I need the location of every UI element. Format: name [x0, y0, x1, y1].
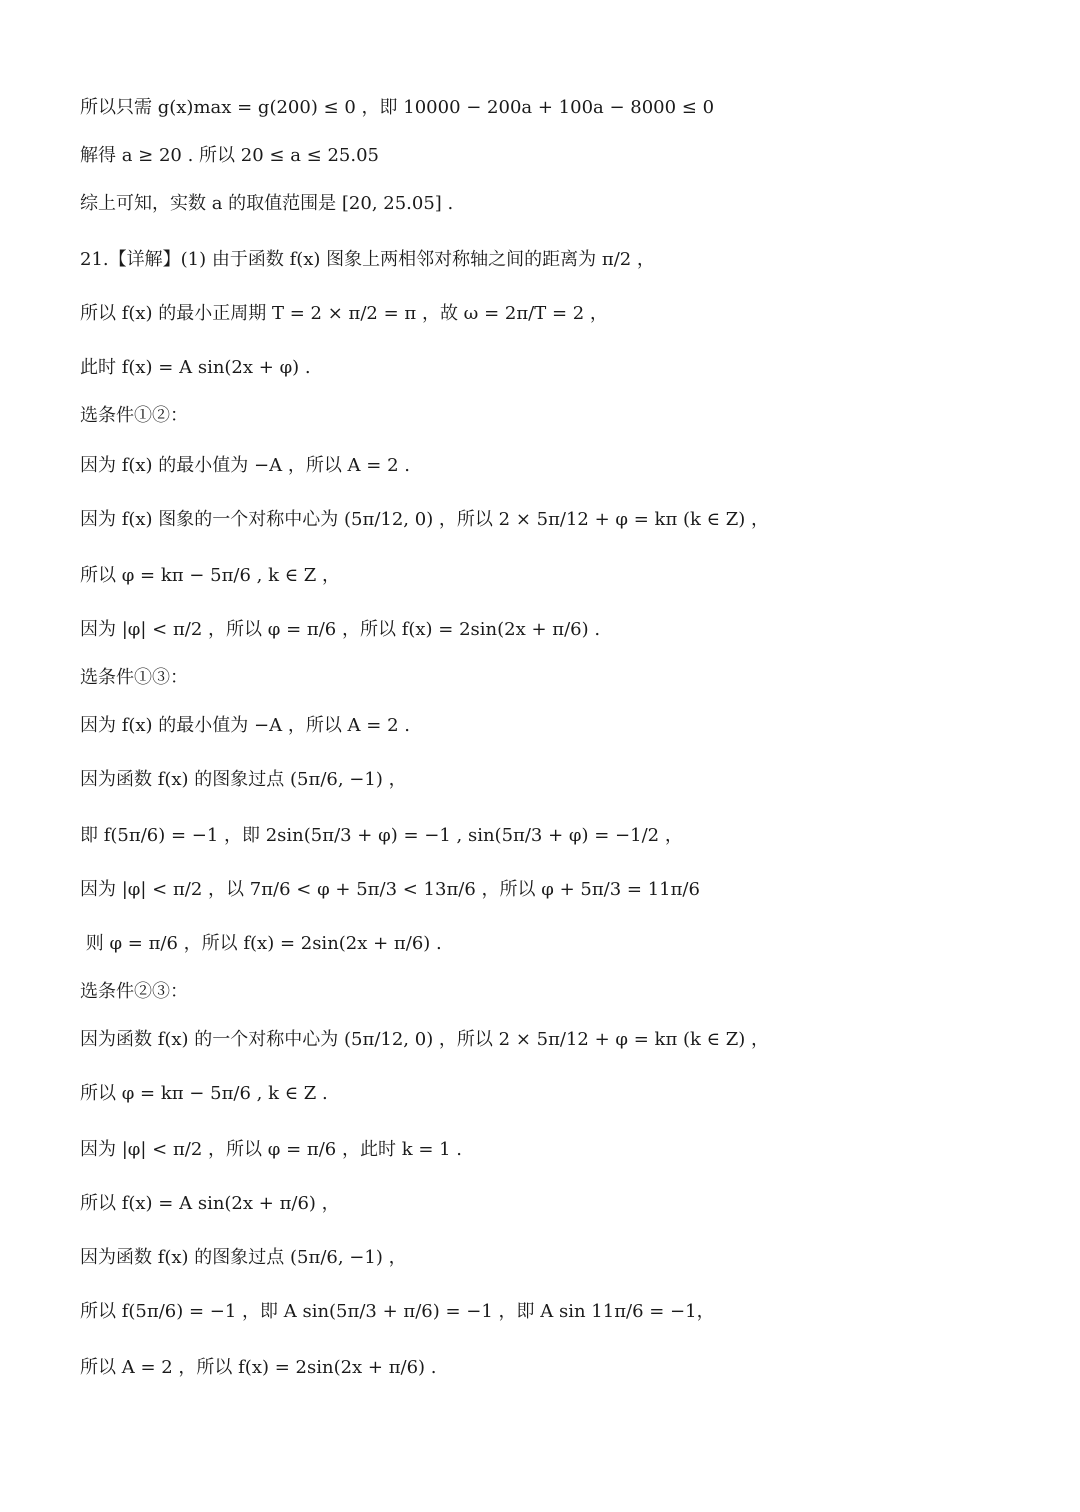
text-line-21: 因为 |φ| < π/2 ，所以 φ = π/6 ，此时 k = 1 . — [80, 1139, 463, 1160]
text-line-10: 所以 φ = kπ − 5π/6 , k ∈ Z ， — [80, 565, 340, 586]
text-line-17: 则 φ = π/6 ，所以 f(x) = 2sin(2x + π/6) . — [80, 933, 442, 954]
text-line-8: 因为 f(x) 的最小值为 −A ，所以 A = 2 . — [80, 455, 410, 476]
text-line-16: 因为 |φ| < π/2 ，以 7π/6 < φ + 5π/3 < 13π/6 ，所以 φ + 5π/3 = 11π/6 — [80, 879, 700, 900]
text-line-6: 此时 f(x) = A sin(2x + φ) . — [80, 357, 311, 378]
text-line-9: 因为 f(x) 图象的一个对称中心为 (5π/12, 0) ，所以 2 × 5π/12 + φ = kπ (k ∈ Z) ， — [80, 509, 769, 530]
text-line-7: 选条件①②： — [80, 405, 188, 426]
text-line-20: 所以 φ = kπ − 5π/6 , k ∈ Z . — [80, 1083, 328, 1104]
text-line-5: 所以 f(x) 的最小正周期 T = 2 × π/2 = π ，故 ω = 2π/T = 2 ， — [80, 303, 608, 324]
text-line-1: 所以只需 g(x)max = g(200) ≤ 0 ，即 10000 − 200a + 100a − 8000 ≤ 0 — [80, 97, 715, 118]
text-line-15: 即 f(5π/6) = −1 ，即 2sin(5π/3 + φ) = −1 , sin(5π/3 + φ) = −1/2 ， — [80, 825, 683, 846]
text-line-11: 因为 |φ| < π/2 ，所以 φ = π/6 ，所以 f(x) = 2sin(2x + π/6) . — [80, 619, 601, 640]
text-line-25: 所以 A = 2 ，所以 f(x) = 2sin(2x + π/6) . — [80, 1357, 437, 1378]
text-line-3: 综上可知，实数 a 的取值范围是 [20, 25.05] . — [80, 193, 454, 214]
text-line-14: 因为函数 f(x) 的图象过点 (5π/6, −1) ， — [80, 769, 407, 790]
text-line-4: 21.【详解】(1) 由于函数 f(x) 图象上两相邻对称轴之间的距离为 π/2 ， — [80, 249, 655, 270]
text-line-23: 因为函数 f(x) 的图象过点 (5π/6, −1) ， — [80, 1247, 407, 1268]
text-line-2: 解得 a ≥ 20 . 所以 20 ≤ a ≤ 25.05 — [80, 145, 379, 166]
text-line-19: 因为函数 f(x) 的一个对称中心为 (5π/12, 0) ，所以 2 × 5π/12 + φ = kπ (k ∈ Z) ， — [80, 1029, 769, 1050]
text-line-13: 因为 f(x) 的最小值为 −A ，所以 A = 2 . — [80, 715, 410, 736]
text-line-22: 所以 f(x) = A sin(2x + π/6) ， — [80, 1193, 340, 1214]
text-line-24: 所以 f(5π/6) = −1 ，即 A sin(5π/3 + π/6) = −1 ，即 A sin 11π/6 = −1， — [80, 1301, 715, 1322]
text-line-12: 选条件①③： — [80, 667, 188, 688]
text-line-18: 选条件②③： — [80, 981, 188, 1002]
